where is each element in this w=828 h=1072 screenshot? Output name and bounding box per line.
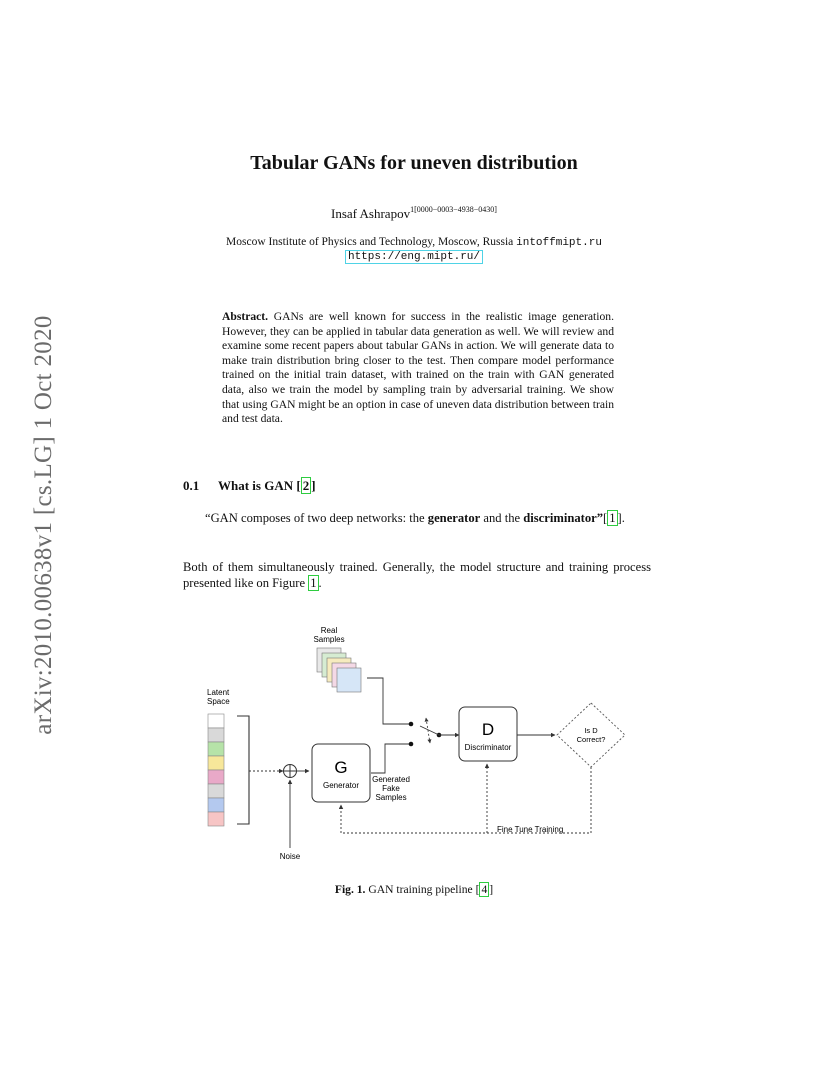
citation-ref[interactable]: 1 bbox=[609, 511, 616, 525]
generator-letter: G bbox=[334, 758, 348, 777]
latent-cell bbox=[208, 798, 224, 812]
real-samples-label-1: Real bbox=[320, 626, 338, 635]
latent-cell bbox=[208, 812, 224, 826]
latent-space-label-1: Latent bbox=[207, 688, 230, 697]
abstract-text: GANs are well known for success in the realistic image generation. However, they can be applied in tabular data generation as well. We will review and examine some recent papers about tabular GANs in action. We will generate data to make train distribution bring closer to the test. Then compare model performance trained on the initial train dataset, with trained on the train with GAN generated data, also we train the model by sampling train by adversarial training. We show that using GAN might be an option in case of uneven data distribution between train and test data. bbox=[222, 310, 614, 426]
latent-space-label-2: Space bbox=[207, 697, 230, 706]
latent-cell bbox=[208, 714, 224, 728]
real-samples-label-2: Samples bbox=[313, 635, 345, 644]
section-heading bbox=[183, 478, 316, 494]
caption-label: Fig. 1. bbox=[334, 883, 366, 896]
quote-end: . bbox=[621, 511, 625, 525]
quote-block: “GAN composes of two deep networks: the generator and the discriminator”[ 1 ]. bbox=[205, 511, 625, 525]
body-paragraph bbox=[183, 559, 651, 591]
affiliation bbox=[0, 236, 828, 249]
abstract bbox=[222, 310, 614, 427]
author-line bbox=[0, 205, 828, 222]
section-number: 0.1 bbox=[183, 478, 200, 493]
sample-card bbox=[337, 668, 361, 692]
generated-label-1: Generated bbox=[372, 775, 410, 784]
generated-label-3: Samples bbox=[375, 793, 407, 802]
paragraph-text: Both of them simultaneously trained. Generally, the model structure and training process presented like on Figure bbox=[183, 560, 651, 590]
latent-cell bbox=[208, 728, 224, 742]
section-title: What is GAN bbox=[218, 478, 294, 493]
abstract-label: Abstract. bbox=[222, 310, 269, 323]
quote-bold-generator: generator bbox=[427, 511, 481, 525]
latent-cell bbox=[208, 784, 224, 798]
email-link[interactable]: intoffmipt.ru bbox=[516, 237, 602, 249]
real-samples-stack bbox=[317, 648, 361, 692]
affiliation-text: Moscow Institute of Physics and Technology, Moscow, Russia bbox=[226, 236, 517, 248]
latent-cell bbox=[208, 770, 224, 784]
url-line bbox=[0, 251, 828, 263]
citation-link[interactable]: [ 2 ] bbox=[296, 478, 316, 493]
caption-citation[interactable]: 4 bbox=[481, 883, 488, 896]
quote-bold-discriminator: discriminator” bbox=[523, 511, 604, 525]
figure-caption: Fig. 1. GAN training pipeline [ 4 ] bbox=[334, 883, 494, 896]
caption-text: GAN training pipeline bbox=[365, 883, 476, 896]
latent-cell bbox=[208, 756, 224, 770]
generated-label-2: Fake bbox=[382, 784, 400, 793]
latent-cell bbox=[208, 742, 224, 756]
author-orcid: 1[0000−0003−4938−0430] bbox=[410, 205, 497, 214]
quote-text-mid: and the bbox=[480, 511, 524, 525]
decision-label-1: Is D bbox=[584, 726, 598, 735]
latent-space-vector bbox=[208, 714, 224, 826]
paper-title: Tabular GANs for uneven distribution bbox=[250, 152, 578, 174]
fine-tune-label: Fine Tune Training bbox=[497, 825, 564, 834]
generator-label: Generator bbox=[322, 781, 360, 790]
noise-label: Noise bbox=[279, 852, 301, 861]
figure-ref-link[interactable]: 1 bbox=[310, 576, 317, 590]
decision-label-2: Correct? bbox=[576, 735, 606, 744]
discriminator-label: Discriminator bbox=[464, 743, 512, 752]
author-name: Insaf Ashrapov bbox=[331, 206, 411, 221]
institution-url-link[interactable]: https://eng.mipt.ru/ bbox=[345, 250, 483, 264]
citation-ref[interactable]: 2 bbox=[302, 478, 310, 493]
arxiv-identifier: arXiv:2010.00638v1 [cs.LG] 1 Oct 2020 bbox=[30, 315, 57, 735]
discriminator-letter: D bbox=[481, 720, 495, 739]
paragraph-end: . bbox=[318, 576, 322, 590]
quote-text: “GAN composes of two deep networks: the bbox=[205, 511, 428, 525]
gan-pipeline-figure bbox=[195, 618, 635, 868]
